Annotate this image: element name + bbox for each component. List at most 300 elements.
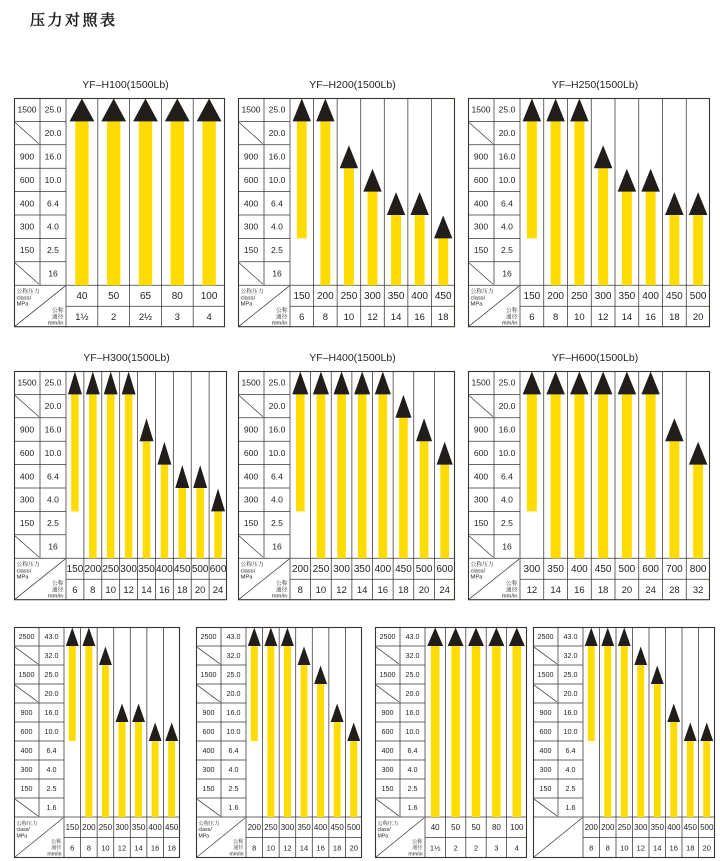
max-pressure-triangle (665, 418, 684, 441)
mpa-label: 4.0 (501, 221, 513, 232)
header-pressure-label: 公称压力 (16, 289, 40, 296)
dn-value: 250 (312, 564, 330, 576)
mpa-label: 16.0 (226, 708, 241, 718)
class-label: 150 (473, 245, 489, 256)
inch-value: 14 (653, 843, 662, 853)
class-label: 2500 (379, 632, 396, 642)
mpa-label: 25.0 (226, 670, 241, 680)
class-label: 300 (243, 494, 259, 505)
max-pressure-triangle (99, 647, 112, 666)
max-pressure-triangle (395, 395, 411, 418)
max-pressure-triangle (667, 704, 680, 723)
max-pressure-triangle (298, 647, 311, 666)
pressure-range-bar (574, 393, 584, 558)
dn-value: 250 (264, 823, 278, 833)
diagonal-blank-cell (239, 123, 263, 144)
header-pressure-label: class/ (16, 827, 30, 834)
pressure-range-bar (527, 393, 537, 511)
diagonal-blank-cell (15, 263, 39, 284)
max-pressure-triangle (618, 628, 631, 647)
header-bore-label: 公称 (233, 839, 244, 845)
chart-grid (14, 371, 227, 600)
mpa-label: 43.0 (563, 632, 578, 642)
mpa-label: 6.4 (228, 746, 239, 756)
mpa-label: 16.0 (44, 151, 62, 162)
chart-title: YF–H200(1500Lb) (309, 79, 396, 91)
inch-value: 10 (343, 312, 355, 324)
max-pressure-triangle (157, 442, 171, 465)
pressure-range-bar (214, 510, 222, 558)
diagonal-blank-cell (15, 685, 38, 702)
dn-value: 400 (642, 291, 659, 303)
diagonal-blank-cell (376, 685, 399, 702)
inch-value: 18 (597, 585, 609, 597)
mpa-label: 2.5 (501, 518, 513, 529)
header-pressure-label: 公称压力 (240, 562, 264, 569)
header-pressure-label: MPa (198, 833, 210, 840)
header-bore-label: 通径 (505, 314, 518, 321)
chart-grid (533, 627, 715, 858)
max-pressure-triangle (509, 628, 525, 647)
pressure-chart-3 (468, 70, 710, 327)
max-pressure-triangle (149, 723, 162, 742)
dn-value: 150 (293, 291, 311, 303)
inch-value: 2 (111, 312, 117, 324)
max-pressure-triangle (165, 723, 178, 742)
inch-value: 18 (167, 843, 176, 853)
header-bore-label: 公称 (505, 581, 518, 588)
pressure-range-bar (334, 721, 341, 817)
dn-value: 500 (689, 291, 707, 303)
inch-value: 20 (702, 843, 711, 853)
pressure-range-bar (440, 464, 449, 559)
dn-value: 50 (451, 823, 461, 833)
inch-value: 3 (494, 843, 499, 853)
max-pressure-triangle (313, 372, 329, 395)
inch-value: 28 (669, 585, 680, 597)
max-pressure-triangle (618, 372, 637, 395)
pressure-range-bar (654, 683, 661, 817)
mpa-label: 16 (502, 268, 512, 279)
inch-value: 14 (134, 843, 143, 853)
class-label: 600 (202, 727, 215, 737)
max-pressure-triangle (104, 372, 118, 395)
pressure-range-bar (296, 393, 305, 511)
mpa-label: 2.5 (565, 784, 576, 794)
class-label: 150 (243, 518, 259, 529)
inch-value: 32 (692, 585, 704, 597)
class-label: 900 (19, 151, 35, 162)
pressure-range-bar (71, 393, 79, 511)
header-bore-label: 公称 (51, 308, 64, 315)
max-pressure-triangle (651, 666, 664, 685)
class-label: 400 (19, 471, 35, 482)
inch-value: 8 (605, 843, 610, 853)
class-label: 1500 (18, 670, 35, 680)
pressure-range-bar (551, 393, 561, 558)
dn-value: 250 (617, 823, 631, 833)
pressure-range-bar (317, 683, 324, 817)
inch-value: 16 (669, 843, 678, 853)
pressure-range-bar (703, 740, 710, 817)
max-pressure-triangle (468, 628, 484, 647)
inch-value: 18 (686, 843, 695, 853)
pressure-range-bar (492, 645, 501, 817)
mpa-label: 1.6 (407, 803, 418, 813)
chart-grid (14, 627, 180, 858)
dn-value: 200 (291, 564, 309, 576)
max-pressure-triangle (363, 169, 381, 192)
max-pressure-triangle (387, 192, 405, 215)
max-pressure-triangle (68, 372, 82, 395)
pressure-range-bar (368, 191, 378, 286)
header-pressure-label: MPa (470, 574, 483, 581)
dn-value: 50 (108, 291, 120, 303)
diagonal-blank-cell (469, 123, 493, 144)
max-pressure-triangle (434, 216, 452, 239)
mpa-label: 16.0 (498, 424, 516, 435)
inch-value: 16 (414, 312, 425, 324)
class-label: 150 (19, 245, 35, 256)
inch-value: 18 (398, 585, 409, 597)
inch-value: 10 (101, 843, 110, 853)
dn-value: 400 (411, 291, 428, 303)
mpa-label: 10.0 (405, 727, 420, 737)
class-label: 400 (473, 471, 489, 482)
class-label: 150 (19, 518, 35, 529)
max-pressure-triangle (665, 192, 684, 215)
diagonal-blank-cell (197, 799, 220, 816)
header-bore-label: 公称 (412, 839, 423, 845)
dn-value: 500 (191, 564, 209, 576)
class-label: 1500 (241, 104, 261, 115)
max-pressure-triangle (585, 628, 598, 647)
pressure-range-bar (670, 721, 677, 817)
mpa-label: 4.0 (228, 765, 239, 775)
pressure-chart-7 (14, 627, 180, 858)
pressure-chart-10 (533, 627, 715, 858)
diagonal-blank-cell (376, 647, 399, 664)
header-bore-label: 通径 (275, 587, 288, 594)
mpa-label: 43.0 (405, 632, 420, 642)
pressure-range-bar (646, 191, 656, 286)
mpa-label: 25.0 (498, 104, 516, 115)
inch-value: 20 (349, 843, 358, 853)
class-label: 300 (20, 765, 33, 775)
diagonal-blank-cell (469, 396, 493, 417)
pressure-range-bar (415, 214, 425, 285)
pressure-range-bar (320, 120, 330, 285)
header-bore-label: 通径 (51, 587, 64, 594)
page-title: 压力对照表 (30, 12, 118, 29)
max-pressure-triangle (292, 372, 308, 395)
pressure-range-bar (513, 645, 522, 817)
max-pressure-triangle (165, 99, 190, 122)
header-bore-label: 公称 (275, 308, 288, 315)
max-pressure-triangle (314, 666, 327, 685)
mpa-label: 1.6 (46, 803, 57, 813)
dn-value: 250 (340, 291, 358, 303)
dn-value: 400 (374, 564, 392, 576)
dn-value: 700 (666, 564, 683, 576)
header-bore-label: mm/in (229, 851, 244, 858)
max-pressure-triangle (248, 628, 261, 647)
dn-value: 200 (82, 823, 96, 833)
class-label: 600 (381, 727, 394, 737)
mpa-label: 16.0 (268, 151, 286, 162)
dn-value: 400 (667, 823, 681, 833)
inch-value: 6 (299, 312, 305, 324)
header-pressure-label: MPa (470, 301, 483, 308)
mpa-label: 4.0 (565, 765, 576, 775)
class-label: 300 (243, 221, 259, 232)
max-pressure-triangle (347, 723, 360, 742)
class-label: 600 (473, 174, 489, 185)
mpa-label: 20.0 (405, 689, 420, 699)
mpa-label: 10.0 (44, 447, 62, 458)
dn-value: 400 (156, 564, 173, 576)
inch-value: 18 (332, 843, 342, 853)
dn-value: 450 (434, 291, 452, 303)
inch-value: 24 (439, 585, 450, 597)
inch-value: 3 (174, 312, 180, 324)
class-label: 300 (473, 221, 489, 232)
mpa-label: 43.0 (44, 632, 59, 642)
header-bore-label: mm/in (271, 593, 288, 600)
header-pressure-label: MPa (240, 574, 253, 581)
dn-value: 350 (387, 291, 405, 303)
pressure-range-bar (179, 487, 187, 558)
mpa-label: 32.0 (44, 651, 59, 661)
inch-value: 8 (86, 843, 91, 853)
header-bore-label: 公称 (51, 581, 64, 588)
class-label: 900 (473, 151, 489, 162)
mpa-label: 4.0 (501, 494, 513, 505)
max-pressure-triangle (293, 99, 311, 122)
class-label: 600 (539, 727, 552, 737)
header-pressure-label: MPa (16, 574, 29, 581)
dn-value: 65 (139, 291, 152, 303)
inch-value: 8 (90, 585, 96, 597)
dn-value: 400 (148, 823, 162, 833)
mpa-label: 25.0 (563, 670, 578, 680)
mpa-label: 32.0 (405, 651, 420, 661)
mpa-label: 16 (272, 541, 282, 552)
inch-value: 12 (636, 843, 645, 853)
class-label: 900 (539, 708, 552, 718)
max-pressure-triangle (331, 704, 344, 723)
max-pressure-triangle (641, 169, 660, 192)
inch-value: 14 (299, 843, 309, 853)
inch-value: 12 (367, 312, 378, 324)
inch-value: 16 (316, 843, 325, 853)
mpa-label: 20.0 (268, 128, 286, 139)
diagonal-blank-cell (469, 263, 493, 284)
max-pressure-triangle (354, 372, 370, 395)
dn-value: 450 (395, 564, 412, 576)
header-pressure-label: 公称压力 (16, 562, 40, 569)
mpa-label: 4.0 (271, 494, 283, 505)
pressure-range-bar (152, 740, 159, 817)
pressure-range-bar (107, 393, 115, 558)
pressure-chart-8 (196, 627, 362, 858)
class-label: 150 (20, 784, 33, 794)
max-pressure-triangle (197, 99, 222, 122)
dn-value: 450 (165, 823, 179, 833)
mpa-label: 6.4 (407, 746, 418, 756)
class-label: 900 (202, 708, 215, 718)
dn-value: 300 (523, 564, 541, 576)
dn-value: 100 (200, 291, 218, 303)
diagonal-blank-cell (197, 685, 220, 702)
inch-value: 12 (117, 843, 127, 853)
pressure-range-bar (344, 167, 354, 285)
mpa-label: 25.0 (44, 104, 62, 115)
mpa-label: 16.0 (44, 424, 62, 435)
mpa-label: 20.0 (498, 128, 516, 139)
inch-value: 10 (266, 843, 276, 853)
mpa-label: 2.5 (47, 245, 59, 256)
class-label: 600 (243, 447, 259, 458)
header-pressure-label: 公称压力 (198, 821, 220, 827)
max-pressure-triangle (634, 647, 647, 666)
chart-grid (375, 627, 527, 858)
header-bore-label: 通径 (51, 314, 64, 321)
inch-value: 14 (550, 585, 561, 597)
pressure-range-bar (420, 440, 429, 558)
mpa-label: 4.0 (47, 494, 59, 505)
max-pressure-triangle (316, 99, 334, 122)
inch-value: 12 (283, 843, 292, 853)
pressure-range-bar (350, 740, 357, 817)
mpa-label: 16 (48, 541, 58, 552)
max-pressure-triangle (570, 372, 589, 395)
mpa-label: 16 (48, 268, 58, 279)
inch-value: 4 (206, 312, 212, 324)
header-pressure-label: class/ (470, 568, 486, 575)
mpa-label: 2.5 (271, 245, 283, 256)
pressure-range-bar (551, 120, 561, 285)
max-pressure-triangle (684, 723, 697, 742)
chart-grid (238, 371, 455, 600)
pressure-range-bar (251, 645, 258, 741)
max-pressure-triangle (700, 723, 713, 742)
dn-value: 200 (317, 291, 334, 303)
header-pressure-label: MPa (16, 301, 29, 308)
dn-value: 150 (65, 823, 79, 833)
class-label: 2500 (18, 632, 35, 642)
dn-value: 450 (330, 823, 344, 833)
class-label: 1500 (537, 670, 554, 680)
dn-value: 450 (683, 823, 697, 833)
pressure-range-bar (171, 120, 184, 285)
pressure-range-bar (85, 645, 92, 817)
chart-title: YF–H400(1500Lb) (309, 352, 396, 364)
class-label: 150 (243, 245, 259, 256)
mpa-label: 20.0 (44, 689, 59, 699)
dn-value: 600 (436, 564, 454, 576)
pressure-range-bar (139, 120, 152, 285)
mpa-label: 43.0 (226, 632, 241, 642)
class-label: 300 (539, 765, 552, 775)
mpa-label: 6.4 (271, 198, 283, 209)
class-label: 400 (381, 746, 394, 756)
max-pressure-triangle (546, 99, 565, 122)
max-pressure-triangle (140, 418, 154, 441)
class-label: 300 (19, 221, 35, 232)
header-pressure-label: 公称压力 (240, 289, 264, 296)
pressure-chart-9 (375, 627, 527, 858)
header-bore-label: mm/in (408, 851, 423, 858)
max-pressure-triangle (334, 372, 350, 395)
class-label: 1500 (471, 104, 491, 115)
mpa-label: 4.0 (47, 221, 59, 232)
inch-value: 24 (212, 585, 224, 597)
header-pressure-label: 公称压力 (470, 562, 494, 569)
max-pressure-triangle (410, 192, 428, 215)
max-pressure-triangle (175, 465, 189, 488)
pressure-range-bar (69, 645, 76, 741)
inch-value: 20 (621, 585, 633, 597)
inch-value: 10 (620, 843, 629, 853)
max-pressure-triangle (594, 145, 613, 168)
class-label: 400 (202, 746, 215, 756)
dn-value: 600 (209, 564, 227, 576)
pressure-range-bar (378, 393, 387, 558)
inch-value: 12 (123, 585, 134, 597)
dn-value: 450 (666, 291, 683, 303)
diagonal-blank-cell (469, 536, 493, 557)
dn-value: 300 (364, 291, 381, 303)
max-pressure-triangle (264, 628, 277, 647)
pressure-range-bar (472, 645, 481, 817)
pressure-range-bar (161, 464, 169, 559)
header-pressure-label: class/ (16, 568, 32, 575)
pressure-range-bar (337, 393, 346, 558)
pressure-range-bar (202, 120, 215, 285)
diagonal-blank-cell (15, 799, 38, 816)
max-pressure-triangle (618, 169, 637, 192)
max-pressure-triangle (488, 628, 504, 647)
diagonal-blank-cell (239, 396, 263, 417)
max-pressure-triangle (523, 99, 542, 122)
mpa-label: 1.6 (228, 803, 239, 813)
mpa-label: 10.0 (498, 447, 516, 458)
mpa-label: 25.0 (405, 670, 420, 680)
inch-value: 1½ (429, 843, 441, 853)
dn-value: 200 (84, 564, 102, 576)
header-bore-label: mm/in (47, 851, 62, 858)
class-label: 400 (539, 746, 552, 756)
inch-value: 2 (453, 843, 458, 853)
pressure-range-bar (119, 721, 126, 817)
inch-value: 20 (692, 312, 704, 324)
header-pressure-label: MPa (16, 833, 28, 840)
mpa-label: 10.0 (226, 727, 241, 737)
class-label: 1500 (17, 104, 37, 115)
pressure-range-bar (297, 120, 307, 238)
mpa-label: 4.0 (46, 765, 57, 775)
inch-value: 6 (529, 312, 535, 324)
class-label: 400 (243, 198, 259, 209)
mpa-label: 20.0 (44, 128, 62, 139)
diagonal-blank-cell (15, 396, 39, 417)
pressure-range-bar (168, 740, 175, 817)
mpa-label: 25.0 (44, 670, 59, 680)
mpa-label: 16.0 (268, 424, 286, 435)
pressure-range-bar (693, 214, 703, 285)
pressure-range-bar (196, 487, 204, 558)
